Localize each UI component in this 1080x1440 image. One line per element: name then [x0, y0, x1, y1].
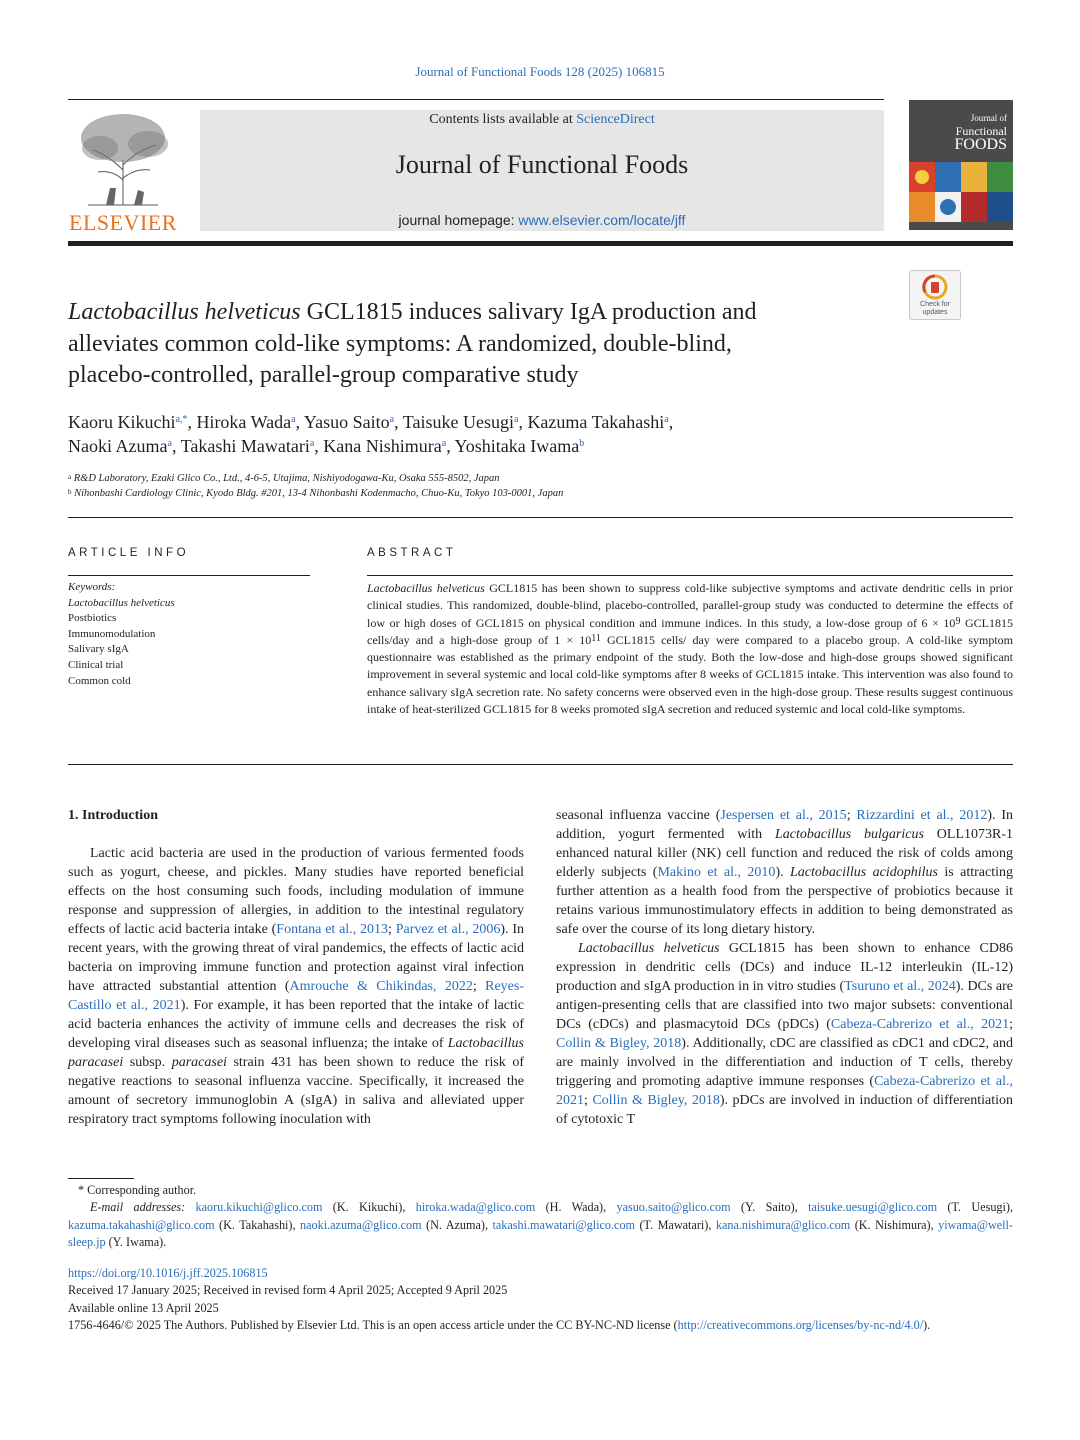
author-list: Kaoru Kikuchi$^{a,*}$, Hiroka Wada$^a$, Yasuo Saito$^a$, Taisuke Uesugi$^a$, Kazuma Takahashi$^a$, Naoki Azuma$^a$, Takashi Mawatari$^a$, Kana Nishimura$^a$, Yoshitaka Iwama$^b$	[68, 412, 674, 456]
keyword-item: Lactobacillus helveticus	[68, 596, 175, 609]
species-name: Lactobacillus helveticus	[578, 941, 720, 956]
text-run: ;	[388, 922, 396, 937]
title-line2: alleviates common cold-like symptoms: A randomized, double-blind,	[68, 330, 732, 357]
license-suffix: ).	[923, 1317, 931, 1332]
journal-reference-link[interactable]: Journal of Functional Foods 128 (2025) 106815	[415, 64, 665, 79]
abstract-exponent: 11	[591, 632, 601, 644]
email-link[interactable]: kana.nishimura@glico.com	[715, 1217, 851, 1232]
email-link[interactable]: kaoru.kikuchi@glico.com	[195, 1200, 323, 1215]
journal-homepage-line	[200, 212, 884, 228]
section-rule	[68, 517, 1013, 518]
header-rule	[68, 99, 884, 100]
title-line1: GCL1815 induces salivary IgA production and	[300, 299, 757, 325]
sciencedirect-link[interactable]: ScienceDirect	[576, 112, 655, 127]
text-run: ). For example, it has been reported that the intake of lactic acid bacteria enhances the activity of immune cells and decreases the risk of developing viral diseases such as seasonal influenza; the intake of	[68, 998, 525, 1051]
citation-link[interactable]: Collin & Bigley, 2018	[556, 1036, 682, 1051]
affiliation-text: R&D Laboratory, Ezaki Glico Co., Ltd., 4-6-5, Utajima, Nishiyodogawa-Ku, Osaka 555-8502, Japan	[73, 473, 500, 484]
citation-link[interactable]: Makino et al., 2010	[657, 865, 776, 880]
body-column-left	[68, 806, 524, 1129]
citation-link[interactable]: Tsuruno et al., 2024	[844, 979, 956, 994]
abstract-part: GCL1815 cells/ day were compared to a placebo group. A cold-like symptom questionnaire was established as the primary endpoint of the study. Both the low-dose and high-dose groups showed significant improvement in several systemic and local cold-like symptoms after 8 weeks of GCL1815 intake. This intervention was also found to enhance salivary sIgA secretion rate. No safety concerns were observed even in the high-dose group. These results suggest continuous intake of heat-sterilized GCL1815 for 8 weeks promoted sIgA secretion and reduced systemic and local cold-like symptoms.	[367, 632, 1014, 717]
email-label: E-mail addresses:	[90, 1200, 196, 1215]
author-name[interactable]: Kana Nishimura	[323, 436, 442, 456]
cover-title-line2: Functional	[955, 124, 1007, 138]
email-owner: (K. Nishimura),	[850, 1217, 939, 1232]
check-for-updates-icon	[920, 273, 950, 303]
author-name[interactable]: Yoshitaka Iwama	[454, 436, 580, 456]
email-link[interactable]: hiroka.wada@glico.com	[415, 1200, 536, 1215]
abstract-exponent: 9	[955, 615, 961, 627]
text-run: ;	[472, 979, 486, 994]
section-rule	[68, 764, 1013, 765]
check-for-updates-label: Check for updates	[920, 301, 950, 316]
keyword-item: Postbiotics	[68, 612, 117, 625]
affiliation-mark: b	[68, 488, 72, 496]
citation-link[interactable]: Rizzardini et al., 2012	[856, 808, 988, 823]
email-owner: (K. Kikuchi),	[322, 1200, 416, 1215]
cover-title-line3: FOODS	[954, 136, 1007, 153]
introduction-paragraph	[68, 844, 524, 1129]
article-info-rule	[68, 575, 310, 576]
corresponding-author-note: * Corresponding author.	[78, 1183, 197, 1197]
author-affiliation[interactable]: b	[579, 438, 585, 449]
abstract-part: GCL1815 cells/day and a high-dose group of 1 × 10	[367, 615, 1014, 647]
text-run: GCL1815 has been shown to enhance CD86 expression in dendritic cells (DCs) and induce IL-12 interleukin (IL-12) production and sIgA production in in vitro studies (	[556, 941, 1013, 994]
keywords-list	[68, 580, 310, 689]
author-name[interactable]: Hiroka Wada	[196, 412, 292, 432]
author-name[interactable]: Takashi Mawatari	[180, 436, 310, 456]
email-owner: (Y. Iwama).	[105, 1234, 167, 1249]
text-run: is attracting further attention as a health food from the perspective of probiotics because it retains various immunostimulatory effects in addition to being demonstrated as safe over the course of its long dietary history.	[556, 865, 1013, 937]
text-run: ). pDCs are involved in induction of differentiation of cytotoxic T	[556, 1093, 1013, 1127]
species-name: Lactobacillus acidophilus	[790, 865, 938, 880]
citation-link[interactable]: Reyes-Castillo et al., 2021	[68, 979, 524, 1013]
author-affiliation[interactable]: a	[513, 414, 519, 425]
introduction-paragraph	[556, 806, 1013, 939]
email-link[interactable]: naoki.azuma@glico.com	[300, 1217, 422, 1232]
affiliation-text: Nihonbashi Cardiology Clinic, Kyodo Bldg. #201, 13-4 Nihonbashi Kodenmacho, Chuo-Ku, Tokyo 103-0001, Japan	[74, 488, 564, 499]
title-line3: placebo-controlled, parallel-group comparative study	[68, 362, 579, 388]
email-owner: (N. Azuma),	[421, 1217, 493, 1232]
species-name: Lactobacillus paracasei	[68, 1036, 524, 1070]
license-prefix: 1756-4646/© 2025 The Authors. Published by Elsevier Ltd. This is an open access article under the CC BY-NC-ND license (	[68, 1317, 678, 1332]
text-run: Lactic acid bacteria are used in the production of various fermented foods such as yogurt, cheese, and pickles. Many studies have reported beneficial effects on the host consuming such foods, including modulation of immune response and suppression of allergies, in addition to the intestinal regulatory effects of lactic acid bacteria intake (	[68, 846, 524, 937]
author-affiliation[interactable]: a	[291, 414, 296, 425]
email-addresses	[68, 1199, 1013, 1251]
author-name[interactable]: Taisuke Uesugi	[402, 412, 514, 432]
text-run: ;	[584, 1093, 593, 1108]
journal-cover-thumbnail[interactable]	[909, 100, 1013, 230]
email-owner: (T. Uesugi),	[937, 1200, 1013, 1215]
article-info-heading: ARTICLE INFO	[68, 547, 190, 559]
text-run: ).	[775, 865, 791, 880]
email-owner: (H. Wada),	[535, 1200, 617, 1215]
citation-link[interactable]: Collin & Bigley, 2018	[592, 1093, 720, 1108]
license-link[interactable]: http://creativecommons.org/licenses/by-nc-nd/4.0/	[677, 1317, 924, 1332]
text-run: ). In addition, yogurt fermented with	[556, 808, 1014, 842]
keywords-label: Keywords:	[68, 581, 116, 593]
text-run: seasonal influenza vaccine (	[556, 808, 721, 823]
species-name: paracasei	[171, 1055, 227, 1070]
email-link[interactable]: yasuo.saito@glico.com	[616, 1200, 731, 1215]
email-link[interactable]: yiwama@well-sleep.jp	[68, 1217, 1013, 1249]
publication-info	[68, 1265, 1013, 1334]
abstract-rule	[367, 575, 1013, 576]
available-online-date: Available online 13 April 2025	[68, 1300, 219, 1315]
email-owner: (Y. Saito),	[730, 1200, 809, 1215]
citation-link[interactable]: Jespersen et al., 2015	[720, 808, 847, 823]
author-name[interactable]: Yasuo Saito	[303, 412, 390, 432]
header-thick-rule	[68, 241, 1013, 246]
citation-link[interactable]: Cabeza-Cabrerizo et al., 2021	[830, 1017, 1010, 1032]
article-title	[68, 297, 888, 392]
keyword-item: Salivary sIgA	[68, 643, 129, 656]
affiliation-item	[68, 486, 968, 501]
license-statement	[68, 1317, 1013, 1334]
author-affiliation[interactable]: a,*	[175, 414, 188, 425]
keyword-item: Common cold	[68, 674, 131, 687]
check-for-updates-button[interactable]	[909, 270, 961, 320]
species-name: Lactobacillus bulgaricus	[774, 827, 924, 842]
email-link[interactable]: takashi.mawatari@glico.com	[492, 1217, 636, 1232]
introduction-heading: 1. Introduction	[68, 808, 158, 823]
cover-title	[955, 112, 1007, 151]
doi-link[interactable]: https://doi.org/10.1016/j.jff.2025.106815	[68, 1266, 268, 1280]
affiliation-mark: a	[68, 473, 72, 481]
elsevier-wordmark: ELSEVIER	[69, 210, 177, 235]
journal-homepage-link[interactable]: www.elsevier.com/locate/jff	[518, 212, 686, 228]
keyword-item: Clinical trial	[68, 658, 124, 671]
text-run: subsp.	[123, 1055, 172, 1070]
email-owner: (K. Takahashi),	[214, 1217, 300, 1232]
homepage-prefix: journal homepage:	[398, 212, 519, 228]
author-name[interactable]: Kaoru Kikuchi	[68, 412, 176, 432]
text-run: ). In recent years, with the growing threat of viral pandemics, the effects of lactic acid bacteria on improving immune function and protection against viral infection have attracted substantial attention (	[68, 922, 524, 994]
body-column-right	[556, 806, 1013, 1129]
author-affiliation[interactable]: a	[664, 414, 669, 425]
footnote-rule	[68, 1178, 134, 1179]
abstract-heading: ABSTRACT	[367, 547, 457, 559]
author-affiliation[interactable]: a	[441, 438, 447, 449]
affiliations	[68, 471, 968, 501]
journal-title: Journal of Functional Foods	[395, 150, 689, 179]
cover-artwork	[909, 162, 1013, 222]
abstract-body	[367, 580, 1013, 718]
contents-prefix: Contents lists available at	[429, 112, 577, 127]
citation-link[interactable]: Cabeza-Cabrerizo et al., 2021	[556, 1074, 1013, 1108]
footnotes	[68, 1182, 1013, 1251]
email-owner: (T. Mawatari),	[635, 1217, 716, 1232]
keyword-item: Immunomodulation	[68, 627, 156, 640]
text-run: ;	[1009, 1017, 1013, 1032]
affiliation-item	[68, 471, 968, 486]
text-run: strain 431 has been shown to reduce the risk of negative reactions to seasonal influenza vaccine. Specifically, it increased the amount of secretory immunoglobin A (sIgA) in saliva and alleviated upper respiratory tract symptoms following inoculation with	[68, 1055, 524, 1127]
title-italic: Lactobacillus helveticus	[68, 299, 301, 325]
text-run: OLL1073R-1 enhanced natural killer (NK) cell function and reduced the risk of colds among elderly subjects (	[556, 827, 1013, 880]
author-affiliation[interactable]: a	[389, 414, 395, 425]
text-run: ). Additionally, cDC are classified as cDC1 and cDC2, and are mainly involved in the differentiation and induction of T cells, thereby triggering and promoting adaptive immune responses (	[556, 1036, 1013, 1089]
text-run: ). DCs are antigen-presenting cells that are classified into two major subsets: conventional DCs (cDCs) and plasmacytoid DCs (pDCs) (	[556, 979, 1013, 1032]
author-name[interactable]: Kazuma Takahashi	[527, 412, 665, 432]
received-dates: Received 17 January 2025; Received in revised form 4 April 2025; Accepted 9 April 2025	[68, 1283, 508, 1298]
cover-title-line1: Journal of	[970, 113, 1007, 123]
email-link[interactable]: kazuma.takahashi@glico.com	[68, 1217, 215, 1232]
introduction-paragraph	[556, 939, 1013, 1129]
text-run: ;	[846, 808, 857, 823]
contents-available-line	[200, 112, 884, 128]
author-affiliation[interactable]: a	[167, 438, 172, 449]
email-link[interactable]: taisuke.uesugi@glico.com	[808, 1200, 938, 1215]
citation-link[interactable]: Fontana et al., 2013	[276, 922, 388, 937]
citation-link[interactable]: Parvez et al., 2006	[395, 922, 501, 937]
author-name[interactable]: Naoki Azuma	[68, 436, 168, 456]
author-affiliation[interactable]: a	[309, 438, 315, 449]
abstract-part: GCL1815 has been shown to suppress cold-like subjective symptoms and activate dendritic cells in prior clinical studies. This randomized, double-blind, placebo-controlled, parallel-group study was conducted to determine the effects of low or high doses of GCL1815 on physical condition and immune indices. In this study, a low-dose group of 6 × 10	[367, 581, 1013, 630]
citation-link[interactable]: Amrouche & Chikindas, 2022	[289, 979, 473, 994]
abstract-italic: Lactobacillus helveticus	[367, 581, 485, 595]
